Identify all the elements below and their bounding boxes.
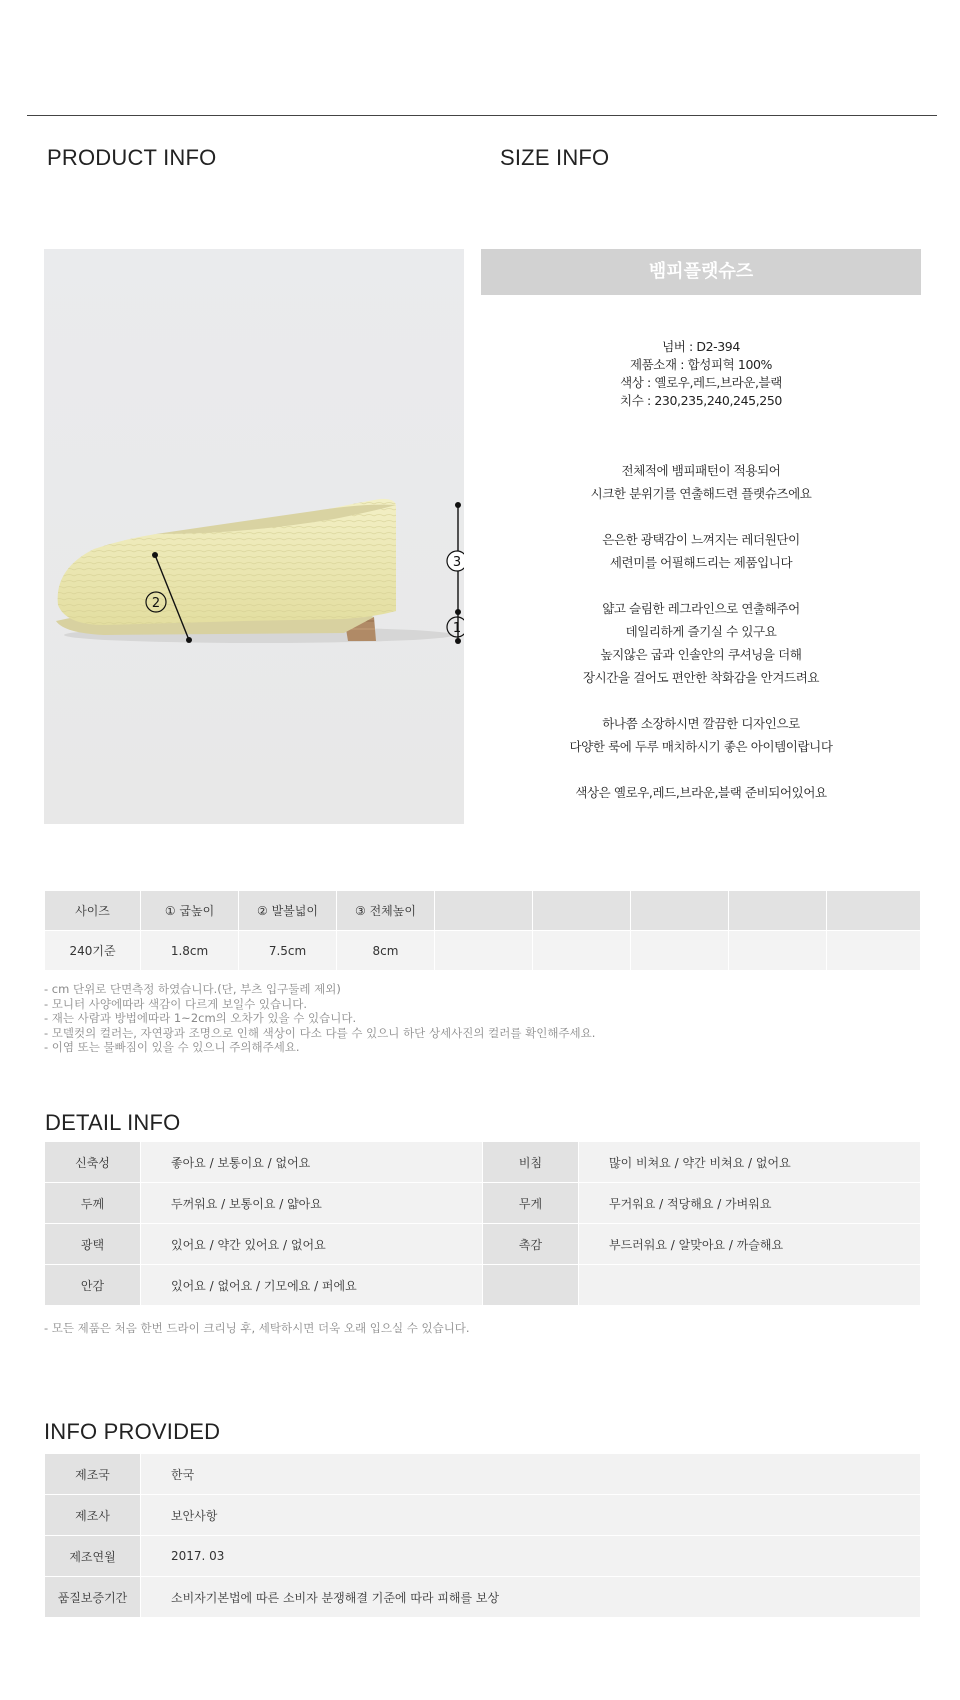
detail-table <box>44 1141 921 1306</box>
spec-number: 넘버 : D2-394 <box>662 339 740 354</box>
info-row <box>45 1577 921 1618</box>
detail-value: 있어요 / 없어요 / 기모에요 / 퍼에요 <box>141 1265 483 1306</box>
detail-label: 안감 <box>45 1265 141 1306</box>
size-header-cell <box>827 891 921 931</box>
size-cell <box>533 931 631 971</box>
detail-value: 많이 비쳐요 / 약간 비쳐요 / 없어요 <box>579 1142 921 1183</box>
description-line: 은은한 광택감이 느껴지는 레더원단이 <box>602 532 800 547</box>
description-line: 하나쯤 소장하시면 깔끔한 디자인으로 <box>602 716 800 731</box>
info-row <box>45 1454 921 1495</box>
note-line: - 모델컷의 컬러는, 자연광과 조명으로 인해 색상이 다소 다를 수 있으니 하단 상세사진의 컬러를 확인해주세요. <box>44 1025 596 1040</box>
size-header-cell <box>533 891 631 931</box>
size-header-cell: ③ 전체높이 <box>337 891 435 931</box>
size-cell: 7.5cm <box>239 931 337 971</box>
description-line: 얇고 슬림한 레그라인으로 연출해주어 <box>602 601 800 616</box>
size-notes <box>44 982 595 1055</box>
detail-row <box>45 1142 921 1183</box>
info-provided-table <box>44 1453 921 1618</box>
size-cell <box>827 931 921 971</box>
size-header-cell: ② 발볼넓이 <box>239 891 337 931</box>
info-row <box>45 1536 921 1577</box>
size-table <box>44 890 921 971</box>
size-header-cell: 사이즈 <box>45 891 141 931</box>
detail-label: 촉감 <box>483 1224 579 1265</box>
detail-info-heading: DETAIL INFO <box>45 1110 181 1135</box>
info-label: 품질보증기간 <box>45 1577 141 1618</box>
size-cell <box>631 931 729 971</box>
description-line: 장시간을 걸어도 편안한 착화감을 안겨드려요 <box>582 670 820 685</box>
size-header-cell <box>435 891 533 931</box>
info-value: 2017. 03 <box>141 1536 921 1577</box>
note-line: - 모니터 사양에따라 색감이 다르게 보일수 있습니다. <box>44 996 308 1011</box>
info-provided-heading: INFO PROVIDED <box>44 1419 221 1444</box>
note-line: - 재는 사람과 방법에따라 1~2cm의 오차가 있을 수 있습니다. <box>44 1011 357 1025</box>
detail-value: 좋아요 / 보통이요 / 없어요 <box>141 1142 483 1183</box>
info-label: 제조국 <box>45 1454 141 1495</box>
info-value: 한국 <box>141 1454 921 1495</box>
product-image <box>44 249 464 824</box>
size-cell: 1.8cm <box>141 931 239 971</box>
info-row <box>45 1495 921 1536</box>
spec-material: 제품소재 : 합성피혁 100% <box>629 357 773 372</box>
size-header-cell <box>631 891 729 931</box>
shoe-measurement-diagram <box>44 249 464 824</box>
description-line: 색상은 옐로우,레드,브라운,블랙 준비되어있어요 <box>575 785 827 800</box>
detail-value <box>579 1265 921 1306</box>
product-description <box>481 459 921 804</box>
detail-label: 두께 <box>45 1183 141 1224</box>
product-specs <box>481 338 921 410</box>
description-line: 시크한 분위기를 연출해드련 플랫슈즈에요 <box>590 486 812 501</box>
description-line: 전체적에 뱀피패턴이 적용되어 <box>621 463 781 478</box>
svg-text:2: 2 <box>151 596 161 611</box>
size-cell: 8cm <box>337 931 435 971</box>
svg-text:1: 1 <box>452 621 462 636</box>
info-value: 소비자기본법에 따른 소비자 분쟁해결 기준에 따라 피해를 보상 <box>141 1577 921 1618</box>
detail-row <box>45 1265 921 1306</box>
description-line: 높지않은 굽과 인솔안의 쿠셔닝을 더해 <box>600 647 802 662</box>
size-table-header <box>45 891 921 931</box>
detail-label: 비침 <box>483 1142 579 1183</box>
spec-colors: 색상 : 옐로우,레드,브라운,블랙 <box>620 375 782 390</box>
size-header-cell <box>729 891 827 931</box>
size-cell <box>435 931 533 971</box>
info-label: 제조사 <box>45 1495 141 1536</box>
detail-value: 부드러워요 / 알맞아요 / 까슬해요 <box>579 1224 921 1265</box>
size-header-cell: ① 굽높이 <box>141 891 239 931</box>
detail-label: 광택 <box>45 1224 141 1265</box>
detail-value: 두꺼워요 / 보통이요 / 얇아요 <box>141 1183 483 1224</box>
product-name-bar: 뱀피플랫슈즈 <box>481 249 921 295</box>
description-line: 데일리하게 즐기실 수 있구요 <box>625 624 777 639</box>
detail-row <box>45 1224 921 1265</box>
top-divider <box>27 115 937 116</box>
info-value: 보안사항 <box>141 1495 921 1536</box>
note-line: - cm 단위로 단면측정 하였습니다.(단, 부츠 입구둘레 제외) <box>44 982 341 996</box>
detail-value: 있어요 / 약간 있어요 / 없어요 <box>141 1224 483 1265</box>
detail-note: - 모든 제품은 처음 한번 드라이 크리닝 후, 세탁하시면 더욱 오래 입으실 수 있습니다. <box>44 1321 470 1335</box>
detail-label <box>483 1265 579 1306</box>
description-line: 다양한 룩에 두루 매치하시기 좋은 아이템이랍니다 <box>569 739 833 754</box>
svg-text:3: 3 <box>452 555 462 570</box>
size-info-heading: SIZE INFO <box>500 145 610 170</box>
size-table-row <box>45 931 921 971</box>
detail-label: 무게 <box>483 1183 579 1224</box>
detail-row <box>45 1183 921 1224</box>
description-line: 세련미를 어필해드리는 제품입니다 <box>609 555 793 570</box>
size-cell <box>729 931 827 971</box>
info-label: 제조연월 <box>45 1536 141 1577</box>
spec-sizes: 치수 : 230,235,240,245,250 <box>620 393 782 408</box>
detail-label: 신축성 <box>45 1142 141 1183</box>
product-info-heading: PRODUCT INFO <box>47 145 217 170</box>
detail-value: 무거워요 / 적당해요 / 가벼워요 <box>579 1183 921 1224</box>
note-line: - 이염 또는 물빠짐이 있을 수 있으니 주의해주세요. <box>44 1040 300 1054</box>
size-cell: 240기준 <box>45 931 141 971</box>
